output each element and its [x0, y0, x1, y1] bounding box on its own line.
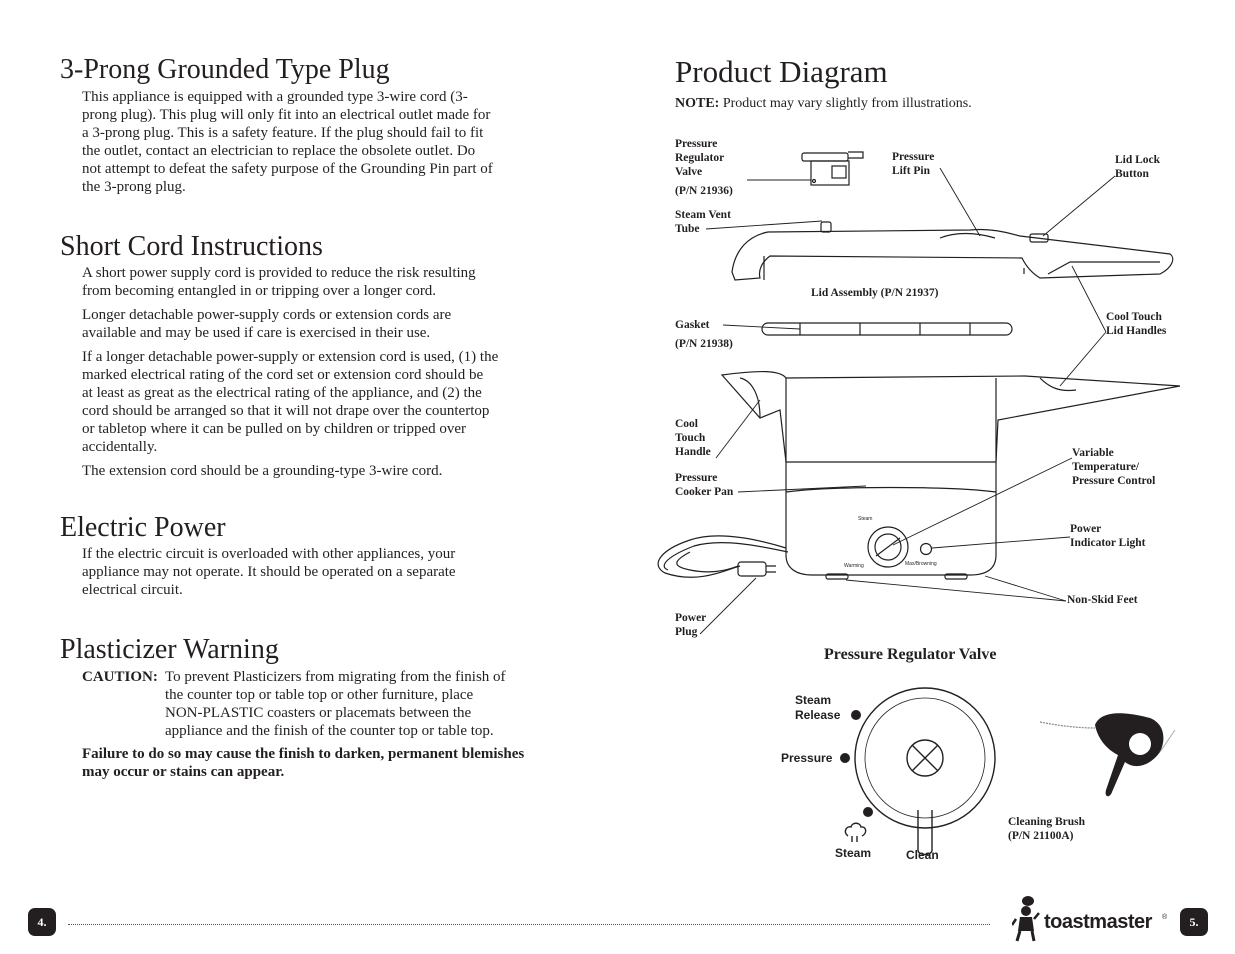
label-pressure-cooker-pan: Pressure Cooker Pan: [675, 472, 734, 498]
plug-line: a 3-prong plug. This is a safety feature. If the plug should fail to fit: [82, 125, 484, 141]
label-lid-lock-button: Lid Lock Button: [1115, 154, 1161, 180]
caution-line: To prevent Plasticizers from migrating from the finish of: [165, 669, 506, 685]
power-heading: Electric Power: [60, 512, 226, 543]
cord-line: accidentally.: [82, 439, 158, 455]
cord-body: [82, 264, 498, 486]
cord-line: If a longer detachable power-supply or extension cord is used, (1) the: [82, 349, 499, 365]
plug-line: the outlet, contact an electrician to replace the obsolete outlet. Do: [82, 143, 476, 159]
caution-line: NON-PLASTIC coasters or placemats between the: [165, 705, 472, 721]
valve-label-pressure: Pressure: [781, 751, 833, 765]
power-line: If the electric circuit is overloaded with other appliances, your: [82, 546, 456, 562]
page-number-left: 4.: [28, 908, 56, 936]
power-cord-drawing: [658, 536, 788, 577]
label-gasket-part-number: (P/N 21938): [675, 338, 733, 350]
plug-line: prong plug). This plug will only fit into an electrical outlet made for: [82, 107, 491, 123]
plug-body: [82, 88, 493, 196]
label-cool-touch-lid-handles: Cool Touch Lid Handles: [1106, 311, 1167, 337]
page-number-right: 5.: [1180, 908, 1208, 936]
brand-wordmark: toastmaster: [1044, 911, 1152, 933]
cord-line: or tabletop where it can be pulled on by children or tripped over: [82, 421, 467, 437]
plug-line: not attempt to defeat the safety purpose of the Grounding Pin part of: [82, 161, 493, 177]
dial-steam-label: Steam: [858, 516, 873, 522]
cord-line: Longer detachable power-supply cords or extension cords are: [82, 307, 452, 323]
cord-para-4: The extension cord should be a grounding-type 3-wire cord.: [82, 463, 443, 479]
note-text: Product may vary slightly from illustrations.: [719, 96, 972, 111]
valve-label-steam: Steam: [835, 846, 872, 860]
steam-release-dot: [851, 710, 861, 720]
plug-heading: 3-Prong Grounded Type Plug: [60, 54, 390, 85]
plug-line: This appliance is equipped with a grounded type 3-wire cord (3-: [82, 89, 468, 105]
valve-label-steam-release: Steam Release: [795, 693, 841, 722]
power-body: [82, 545, 456, 599]
caution-body: [165, 668, 506, 740]
warning-line: may occur or stains can appear.: [82, 764, 285, 780]
cleaning-brush-illustration: [1030, 700, 1190, 810]
registered-mark-icon: ®: [1162, 914, 1168, 921]
caution-line: the counter top or table top or other furniture, place: [165, 687, 474, 703]
regulator-valve-drawing: [802, 152, 863, 185]
cord-line: marked electrical rating of the cord set or extension cord should be: [82, 367, 484, 383]
label-variable-temperature-control: Variable Temperature/ Pressure Control: [1072, 447, 1156, 487]
cord-line: from becoming entangled in or tripping over a longer cord.: [82, 283, 437, 299]
dial-warming-label: Warming: [844, 563, 864, 569]
label-power-plug: Power Plug: [675, 612, 707, 638]
dial-max-label: Max/Browning: [905, 561, 937, 567]
steam-dot: [863, 807, 873, 817]
label-cool-touch-handle: Cool Touch Handle: [675, 418, 711, 458]
label-non-skid-feet: Non-Skid Feet: [1067, 594, 1138, 606]
warning-line: Failure to do so may cause the finish to darken, permanent blemishes: [82, 746, 525, 762]
label-cleaning-brush: Cleaning Brush (P/N 21100A): [1008, 816, 1086, 842]
label-prv-part-number: (P/N 21936): [675, 185, 733, 197]
diagram-note: [675, 95, 972, 113]
steam-cloud-icon: [845, 823, 865, 836]
label-lid-assembly: Lid Assembly (P/N 21937): [811, 287, 939, 299]
pressure-dot: [840, 753, 850, 763]
cord-line: A short power supply cord is provided to reduce the risk resulting: [82, 265, 476, 281]
label-power-indicator-light: Power Indicator Light: [1070, 523, 1146, 549]
cord-para-3: [82, 348, 498, 456]
lid-drawing: [732, 222, 1173, 280]
power-line: electrical circuit.: [82, 582, 183, 598]
label-gasket: Gasket: [675, 319, 710, 331]
label-pressure-lift-pin: Pressure Lift Pin: [892, 151, 935, 177]
valve-label-clean: Clean: [906, 848, 939, 862]
plasticizer-heading: Plasticizer Warning: [60, 634, 279, 665]
valve-setting-dots: [840, 710, 873, 817]
cord-para-1: [82, 264, 498, 300]
footer-rule: [68, 924, 990, 925]
caution-label: CAUTION:: [82, 669, 158, 685]
cord-para-2: [82, 306, 498, 342]
valve-detail-title: Pressure Regulator Valve: [824, 646, 997, 663]
cord-heading: Short Cord Instructions: [60, 231, 323, 262]
toastmaster-chef-logo-icon: [1012, 895, 1040, 943]
cord-line: cord should be arranged so that it will not drape over the countertop: [82, 403, 490, 419]
caution-line: appliance and the finish of the counter top or table top.: [165, 723, 494, 739]
label-pressure-regulator-valve: Pressure Regulator Valve: [675, 138, 725, 178]
cord-line: at least as great as the electrical rating of the appliance, and (2) the: [82, 385, 482, 401]
cord-line: available and may be used if care is exercised in their use.: [82, 325, 431, 341]
label-steam-vent-tube: Steam Vent Tube: [675, 209, 731, 235]
note-label: NOTE:: [675, 96, 720, 111]
power-line: appliance may not operate. It should be operated on a separate: [82, 564, 456, 580]
diagram-heading: Product Diagram: [675, 54, 888, 89]
plasticizer-warning: [82, 745, 524, 781]
plug-line: the 3-prong plug.: [82, 179, 186, 195]
